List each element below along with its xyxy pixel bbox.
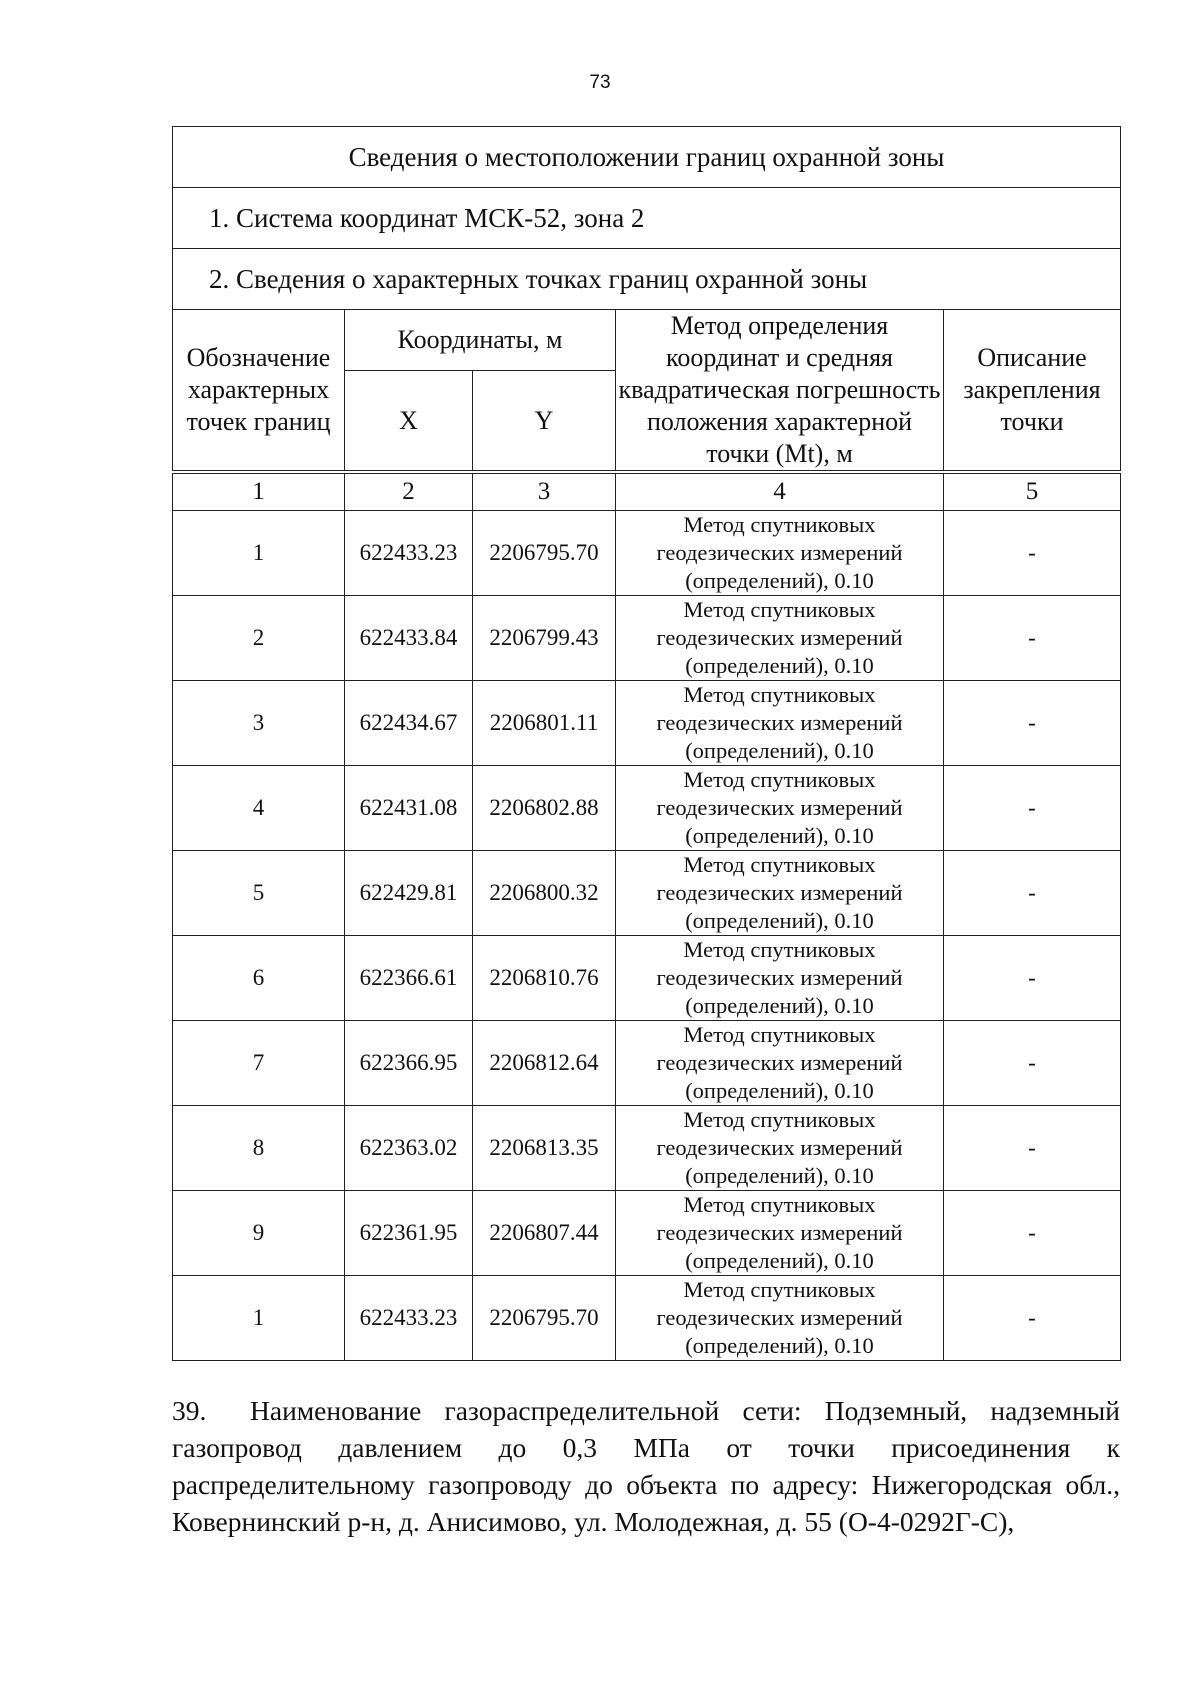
header-y: Y <box>473 371 616 472</box>
cell-description: - <box>944 766 1121 851</box>
table-row <box>173 1021 1121 1106</box>
cell-x: 622429.81 <box>345 851 473 936</box>
coordinate-system: 1. Система координат МСК-52, зона 2 <box>173 188 1121 249</box>
column-number: 5 <box>944 472 1121 511</box>
table-row <box>173 511 1121 596</box>
column-number: 1 <box>173 472 345 511</box>
table-row <box>173 766 1121 851</box>
table-row <box>173 596 1121 681</box>
cell-method: Метод спутниковых геодезических измерений (определений), 0.10 <box>616 511 944 596</box>
cell-y: 2206810.76 <box>473 936 616 1021</box>
cell-y: 2206799.43 <box>473 596 616 681</box>
cell-y: 2206800.32 <box>473 851 616 936</box>
cell-method: Метод спутниковых геодезических измерений (определений), 0.10 <box>616 766 944 851</box>
cell-y: 2206813.35 <box>473 1106 616 1191</box>
table-row <box>173 1191 1121 1276</box>
cell-point: 8 <box>173 1106 345 1191</box>
cell-description: - <box>944 936 1121 1021</box>
table-row <box>173 1106 1121 1191</box>
cell-description: - <box>944 1106 1121 1191</box>
cell-description: - <box>944 1276 1121 1361</box>
section-39-paragraph <box>172 1392 1120 1540</box>
cell-method: Метод спутниковых геодезических измерений (определений), 0.10 <box>616 936 944 1021</box>
header-description: Описание закрепления точки <box>944 310 1121 473</box>
table-row <box>173 1276 1121 1361</box>
column-number: 2 <box>345 472 473 511</box>
cell-y: 2206802.88 <box>473 766 616 851</box>
cell-method: Метод спутниковых геодезических измерений (определений), 0.10 <box>616 1191 944 1276</box>
header-point: Обозначение характерных точек границ <box>173 310 345 473</box>
cell-point: 4 <box>173 766 345 851</box>
cell-description: - <box>944 1021 1121 1106</box>
cell-y: 2206812.64 <box>473 1021 616 1106</box>
cell-x: 622366.61 <box>345 936 473 1021</box>
cell-y: 2206795.70 <box>473 1276 616 1361</box>
table-row <box>173 681 1121 766</box>
cell-method: Метод спутниковых геодезических измерений (определений), 0.10 <box>616 596 944 681</box>
cell-x: 622366.95 <box>345 1021 473 1106</box>
header-x: X <box>345 371 473 472</box>
page-number: 73 <box>589 72 611 93</box>
paragraph-number: 39. <box>172 1395 207 1426</box>
cell-method: Метод спутниковых геодезических измерений (определений), 0.10 <box>616 1021 944 1106</box>
cell-description: - <box>944 681 1121 766</box>
boundary-points-table <box>172 126 1121 1361</box>
points-section-title: 2. Сведения о характерных точках границ охранной зоны <box>173 249 1121 310</box>
cell-point: 1 <box>173 1276 345 1361</box>
cell-y: 2206807.44 <box>473 1191 616 1276</box>
column-number: 4 <box>616 472 944 511</box>
cell-x: 622433.23 <box>345 1276 473 1361</box>
paragraph-text: Наименование газораспределительной сети: Подземный, надземный газопровод давлением до 0,3 МПа от точки присоединения к распределительному газопроводу до объекта по адресу: Нижегородская обл., Ковернинский р-н, д. Анисимово, ул. Молодежная, д. 55 (О-4-0292Г-С), <box>172 1395 1120 1537</box>
table-row <box>173 936 1121 1021</box>
cell-description: - <box>944 511 1121 596</box>
table-row <box>173 851 1121 936</box>
cell-y: 2206795.70 <box>473 511 616 596</box>
cell-method: Метод спутниковых геодезических измерений (определений), 0.10 <box>616 1276 944 1361</box>
header-method: Метод определения координат и средняя квадратическая погрешность положения характерной точки (Mt), м <box>616 310 944 473</box>
cell-method: Метод спутниковых геодезических измерений (определений), 0.10 <box>616 1106 944 1191</box>
cell-method: Метод спутниковых геодезических измерений (определений), 0.10 <box>616 681 944 766</box>
cell-x: 622433.84 <box>345 596 473 681</box>
cell-x: 622434.67 <box>345 681 473 766</box>
cell-point: 7 <box>173 1021 345 1106</box>
cell-x: 622363.02 <box>345 1106 473 1191</box>
cell-y: 2206801.11 <box>473 681 616 766</box>
cell-x: 622433.23 <box>345 511 473 596</box>
cell-point: 5 <box>173 851 345 936</box>
cell-description: - <box>944 1191 1121 1276</box>
cell-point: 1 <box>173 511 345 596</box>
cell-description: - <box>944 596 1121 681</box>
cell-method: Метод спутниковых геодезических измерений (определений), 0.10 <box>616 851 944 936</box>
column-number: 3 <box>473 472 616 511</box>
cell-description: - <box>944 851 1121 936</box>
table-title: Сведения о местоположении границ охранной зоны <box>173 127 1121 188</box>
cell-point: 2 <box>173 596 345 681</box>
cell-x: 622361.95 <box>345 1191 473 1276</box>
cell-x: 622431.08 <box>345 766 473 851</box>
header-coords: Координаты, м <box>345 310 616 371</box>
cell-point: 9 <box>173 1191 345 1276</box>
cell-point: 3 <box>173 681 345 766</box>
cell-point: 6 <box>173 936 345 1021</box>
